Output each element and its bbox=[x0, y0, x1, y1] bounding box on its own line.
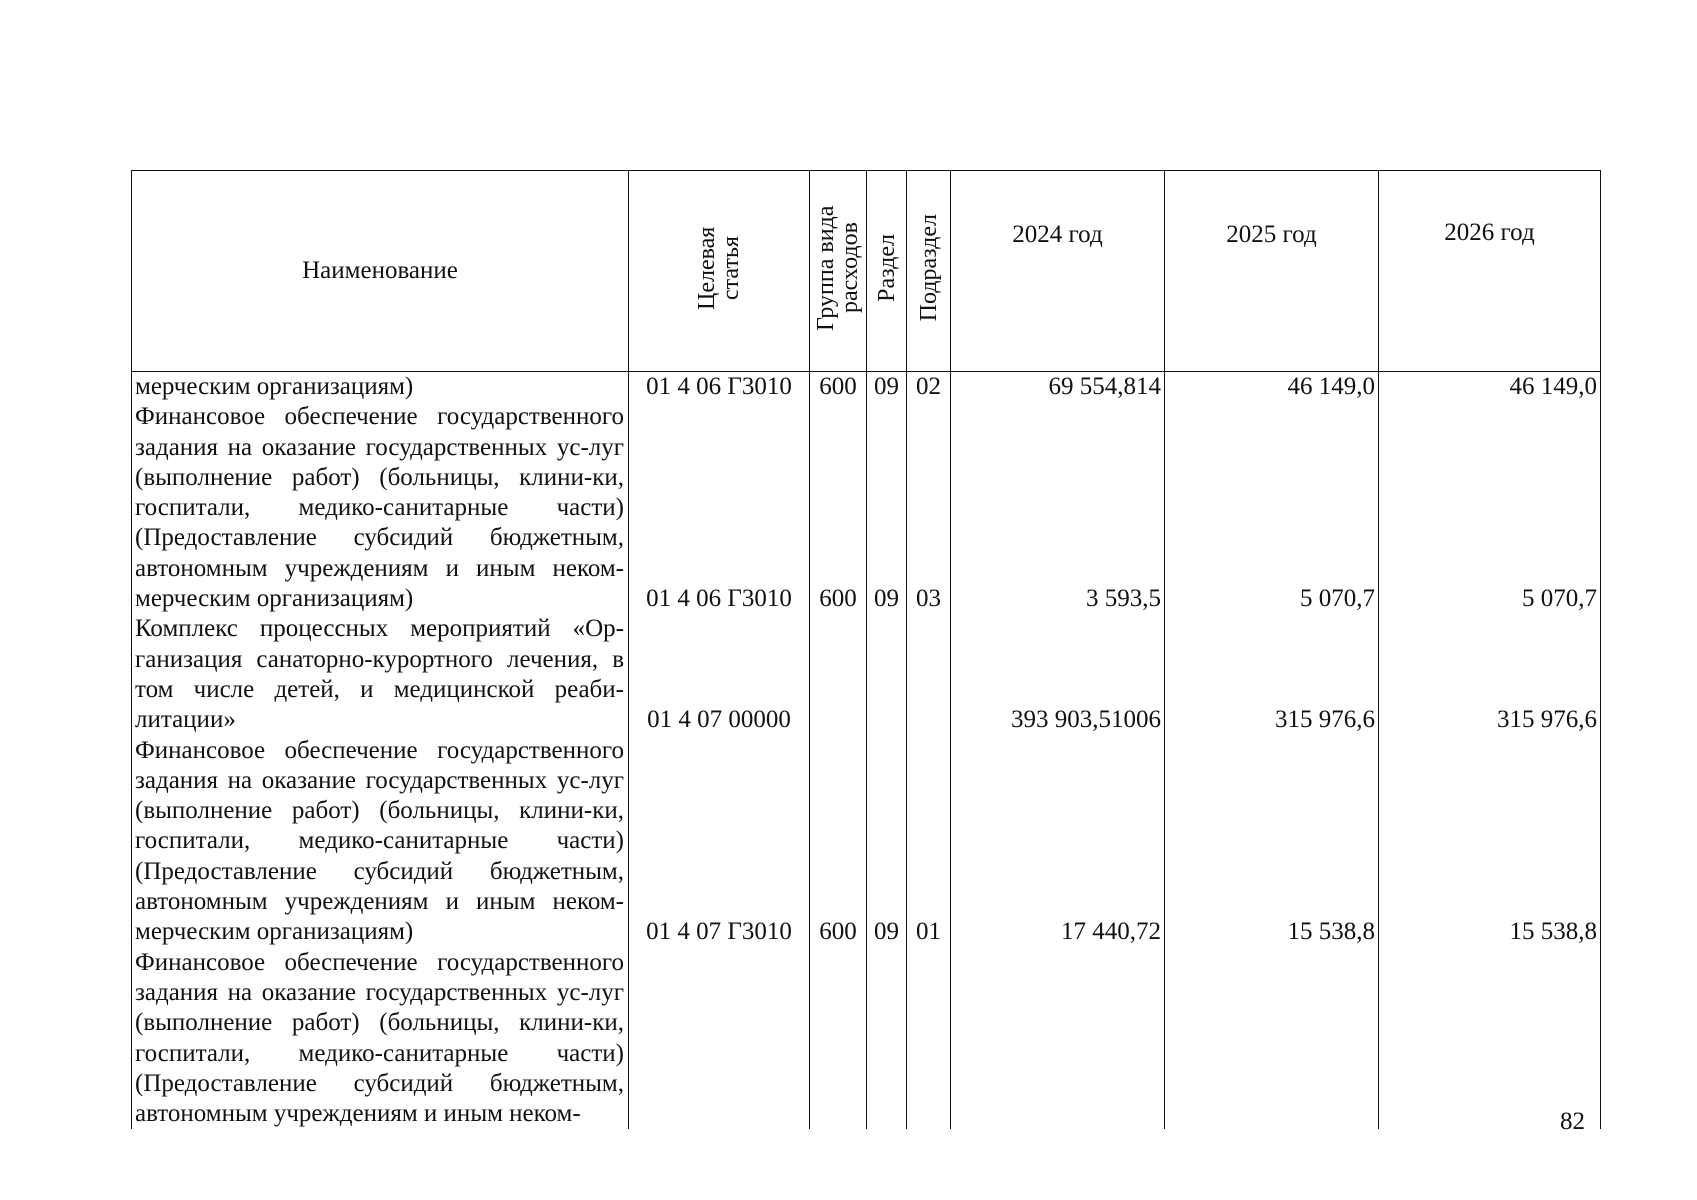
row-subsection bbox=[907, 614, 951, 735]
row-2026: 315 976,6 bbox=[1379, 614, 1601, 735]
row-2026: 5 070,7 bbox=[1379, 402, 1601, 614]
header-section bbox=[867, 171, 907, 372]
header-subsection bbox=[907, 171, 951, 372]
row-code: 01 4 06 Г3010 bbox=[629, 372, 810, 403]
row-2026: 46 149,0 bbox=[1379, 372, 1601, 403]
row-code bbox=[629, 948, 810, 1130]
row-section: 09 bbox=[867, 402, 907, 614]
row-subsection: 02 bbox=[907, 372, 951, 403]
row-2026 bbox=[1379, 948, 1601, 1130]
table-row bbox=[132, 948, 1601, 1130]
row-group: 600 bbox=[810, 736, 867, 948]
table-row bbox=[132, 614, 1601, 735]
row-section: 09 bbox=[867, 736, 907, 948]
row-name: Финансовое обеспечение государственного задания на оказание государственных ус-луг (выполнение работ) (больницы, клини-ки, госпитали, медико-санитарные части) (Предоставление субсидий бюджетным, автономным учреждениям и иным неком- bbox=[132, 948, 629, 1130]
budget-table bbox=[131, 170, 1601, 1129]
row-name: Комплекс процессных мероприятий «Ор-ганизация санаторно-курортного лечения, в том числе детей, и медицинской реаби-литации» bbox=[132, 614, 629, 735]
header-group bbox=[810, 171, 867, 372]
row-code: 01 4 07 00000 bbox=[629, 614, 810, 735]
row-section bbox=[867, 614, 907, 735]
row-code: 01 4 07 Г3010 bbox=[629, 736, 810, 948]
header-code-text: Целевая статья bbox=[694, 225, 744, 310]
row-group: 600 bbox=[810, 402, 867, 614]
row-2026: 15 538,8 bbox=[1379, 736, 1601, 948]
row-group bbox=[810, 614, 867, 735]
row-2025 bbox=[1165, 948, 1379, 1130]
table-header-row bbox=[132, 171, 1601, 372]
row-section: 09 bbox=[867, 372, 907, 403]
header-group-text: Группа вида расходов bbox=[813, 204, 863, 331]
table-row bbox=[132, 402, 1601, 614]
header-2026: 2026 год bbox=[1379, 171, 1601, 372]
row-name: Финансовое обеспечение государственного задания на оказание государственных ус-луг (выполнение работ) (больницы, клини-ки, госпитали, медико-санитарные части) (Предоставление субсидий бюджетным, автономным учреждениям и иным неком-мерческим организациям) bbox=[132, 402, 629, 614]
header-2024: 2024 год bbox=[951, 171, 1165, 372]
table-row bbox=[132, 372, 1601, 403]
header-section-text: Раздел bbox=[873, 233, 900, 302]
row-code: 01 4 06 Г3010 bbox=[629, 402, 810, 614]
table-row bbox=[132, 736, 1601, 948]
row-group: 600 bbox=[810, 372, 867, 403]
row-2024: 17 440,72 bbox=[951, 736, 1165, 948]
row-2025: 15 538,8 bbox=[1165, 736, 1379, 948]
row-name: мерческим организациям) bbox=[132, 372, 629, 403]
row-2025: 315 976,6 bbox=[1165, 614, 1379, 735]
header-name: Наименование bbox=[132, 171, 629, 372]
row-2024: 69 554,814 bbox=[951, 372, 1165, 403]
row-name: Финансовое обеспечение государственного задания на оказание государственных ус-луг (выполнение работ) (больницы, клини-ки, госпитали, медико-санитарные части) (Предоставление субсидий бюджетным, автономным учреждениям и иным неком-мерческим организациям) bbox=[132, 736, 629, 948]
row-subsection: 01 bbox=[907, 736, 951, 948]
header-2025: 2025 год bbox=[1165, 171, 1379, 372]
row-2024: 3 593,5 bbox=[951, 402, 1165, 614]
row-2024 bbox=[951, 948, 1165, 1130]
row-2025: 5 070,7 bbox=[1165, 402, 1379, 614]
row-section bbox=[867, 948, 907, 1130]
row-2024: 393 903,51006 bbox=[951, 614, 1165, 735]
row-subsection: 03 bbox=[907, 402, 951, 614]
row-2025: 46 149,0 bbox=[1165, 372, 1379, 403]
page-number: 82 bbox=[1560, 1108, 1585, 1135]
header-code bbox=[629, 171, 810, 372]
header-subsection-text: Подраздел bbox=[915, 213, 942, 322]
row-subsection bbox=[907, 948, 951, 1130]
row-group bbox=[810, 948, 867, 1130]
